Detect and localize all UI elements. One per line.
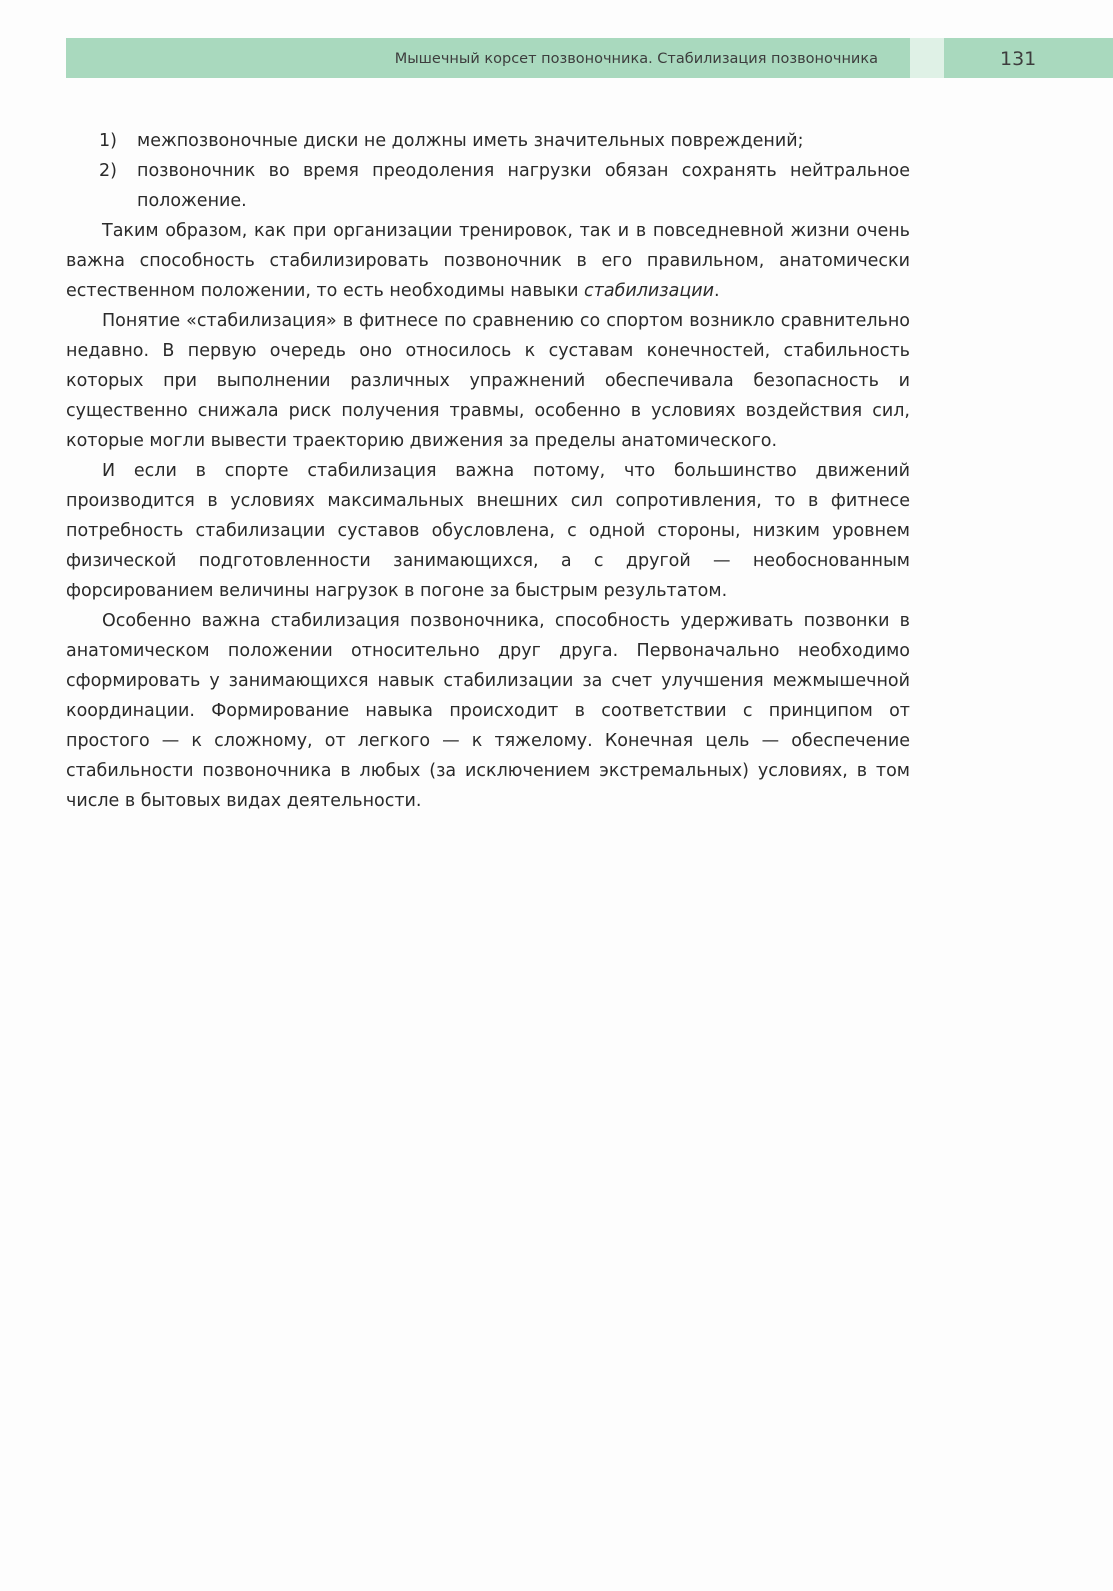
list-item-text: позвоночник во время преодоления нагрузки обязан сохранять нейтральное положение.	[137, 161, 910, 211]
paragraph: И если в спорте стабилизация важна потому, что большинство движений производится в условиях максимальных внешних сил сопротивления, то в фитнесе потребность стабилизации суставов обусловлена, с одной стороны, низким уровнем физической подготовленности занимающихся, а с другой — необоснованным форсированием величины нагрузок в погоне за быстрым результатом.	[66, 461, 910, 601]
page-number: 131	[1000, 48, 1037, 70]
body-text	[66, 126, 910, 816]
emphasis-term: стабилизации	[584, 281, 714, 301]
paragraph-text: Таким образом, как при организации тренировок, так и в повседневной жизни очень важна способность стабилизировать позвоночник в его правильном, анатомически естественном положении, то есть необходимы навыки	[66, 221, 910, 301]
list-item	[66, 156, 910, 216]
list-item-text: межпозвоночные диски не должны иметь значительных повреждений;	[137, 131, 804, 151]
list-item	[66, 126, 910, 156]
paragraph: Понятие «стабилизация» в фитнесе по сравнению со спортом возникло сравнительно недавно. В первую очередь оно относилось к суставам конечностей, стабильность которых при выполнении различных упражнений обеспечивала безопасность и существенно снижала риск получения травмы, особенно в условиях воздействия сил, которые могли вывести траекторию движения за пределы анатомического.	[66, 311, 910, 451]
header-divider	[910, 38, 944, 78]
paragraph	[66, 216, 910, 306]
running-title: Мышечный корсет позвоночника. Стабилизация позвоночника	[394, 51, 878, 67]
list-item-number: 2)	[99, 161, 117, 181]
list-item-number: 1)	[99, 131, 117, 151]
paragraph-punctuation: .	[714, 281, 720, 301]
paragraph: Особенно важна стабилизация позвоночника, способность удерживать позвонки в анатомическом положении относительно друг друга. Первоначально необходимо сформировать у занимающихся навык стабилизации за счет улучшения межмышечной координации. Формирование навыка происходит в соответствии с принципом от простого — к сложному, от легкого — к тяжелому. Конечная цель — обеспечение стабильности позвоночника в любых (за исключением экстремальных) условиях, в том числе в бытовых видах деятельности.	[66, 611, 910, 811]
